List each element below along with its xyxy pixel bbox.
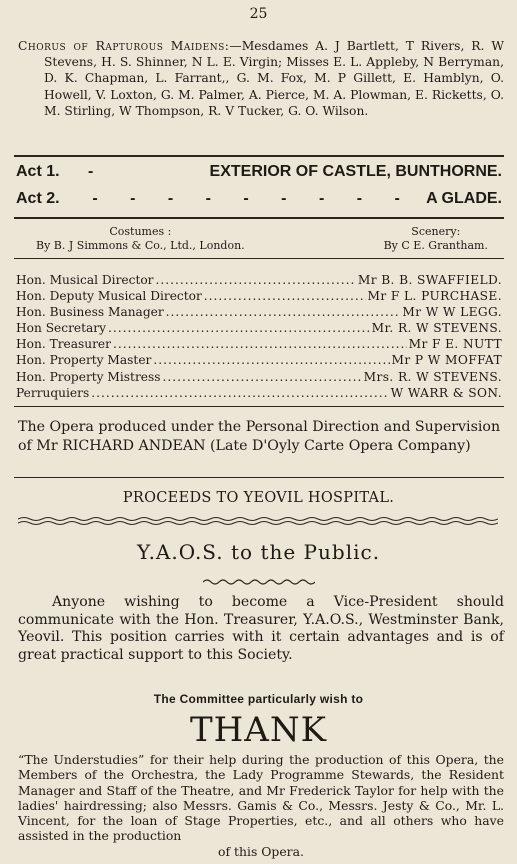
dot-leader <box>204 288 366 304</box>
officer-role: Hon. Property Master <box>16 353 152 368</box>
divider <box>14 155 504 157</box>
officer-name: Mr. R. W STEVENS. <box>371 321 502 336</box>
acknowledgements-last-line: of this Opera. <box>218 843 304 859</box>
act-1-label: Act 1. <box>16 163 60 180</box>
acknowledgements-text: “The Understudies” for their help during the production of this Opera, the Members of the Orchestra, the Lady Programme Stewards, the Resident Manager and Staff of the Theatre, and Mr Frederick Taylor for help with the ladies' hairdressing; also Messrs. Gamis & Co., Messrs. Jesty & Co., Mr. L. Vincent, for the loan of Stage Properties, etc., and all others who have assisted in the production <box>18 752 504 844</box>
dot-leader <box>91 385 388 401</box>
ornament-squiggle <box>203 578 315 586</box>
dot-leader <box>113 336 407 352</box>
dot-leader <box>163 369 362 385</box>
page-number: 25 <box>249 6 268 22</box>
committee-line: The Committee particularly wish to <box>153 692 364 706</box>
officer-name: Mr P W MOFFAT <box>391 353 502 368</box>
officer-row <box>16 320 502 336</box>
act-2-row <box>16 190 502 208</box>
officers-list <box>16 272 502 401</box>
scenery-credit <box>384 225 488 253</box>
officer-role: Hon. Treasurer <box>16 337 111 352</box>
officer-name: Mrs. R. W STEVENS. <box>363 369 502 384</box>
act-2-dots: - - - - - - - - - <box>92 190 414 207</box>
act-1-dash: - <box>88 163 94 180</box>
officer-name: Mr F E. NUTT <box>408 337 502 352</box>
officer-row <box>16 272 502 288</box>
officer-name: Mr W W LEGG. <box>402 305 502 320</box>
thank-heading: THANK <box>189 710 328 750</box>
officer-name: Mr F L. PURCHASE. <box>367 289 502 304</box>
officer-role: Hon Secretary <box>16 321 106 336</box>
officer-role: Hon. Deputy Musical Director <box>16 289 202 304</box>
officer-name: W WARR & SON. <box>390 385 502 400</box>
officer-role: Hon. Property Mistress <box>16 369 161 384</box>
production-credit: The Opera produced under the Personal Direction and Supervision of Mr RICHARD ANDEAN (Late D'Oyly Carte Opera Company) <box>18 419 501 454</box>
officer-row <box>16 288 502 304</box>
divider <box>14 406 504 407</box>
costumes-by: By B. J Simmons & Co., Ltd., London. <box>36 239 245 252</box>
costumes-credit <box>36 225 245 253</box>
vice-president-text: Anyone wishing to become a Vice-President should communicate with the Hon. Treasurer, Y.A.O.S., Westminster Bank, Yeovil. This position carries with it certain advantages and is of great practical support to this Society. <box>18 594 504 663</box>
yaos-heading: Y.A.O.S. to the Public. <box>136 540 381 564</box>
officer-name: Mr B. B. SWAFFIELD. <box>357 273 502 287</box>
officer-role: Perruquiers <box>16 385 90 400</box>
officer-role: Hon. Business Manager <box>16 305 164 320</box>
act-1-row <box>16 163 502 181</box>
officer-row <box>16 352 502 368</box>
scenery-by: By C E. Grantham. <box>383 239 488 252</box>
acknowledgements <box>18 752 504 859</box>
divider <box>14 217 504 219</box>
act-1-title: EXTERIOR OF CASTLE, BUNTHORNE. <box>209 163 502 180</box>
dot-leader <box>156 272 356 288</box>
vice-president-notice <box>18 594 504 664</box>
chorus-list <box>18 38 504 119</box>
act-2-label: Act 2. <box>16 190 60 207</box>
officer-row <box>16 369 502 385</box>
officer-role: Hon. Musical Director <box>16 273 154 287</box>
chorus-names: —Mesdames A. J Bartlett, T Rivers, R. W Stevens, H. S. Shinner, N L. E. Virgin; Misses E. L. Appleby, N Berryman, D. K. Chapman, L. Farrant,, G. M. Fox, M. P Gillett, E. Hamblyn, O. Howell, V. Loxton, G. M. Palmer, A. Pierce, M. A. Plowman, E. Ricketts, O. M. Stirling, W Thompson, R. V Tucker, G. O. Wilson. <box>44 39 504 118</box>
costumes-label: Costumes : <box>109 225 172 238</box>
proceeds-line: PROCEEDS TO YEOVIL HOSPITAL. <box>122 490 395 506</box>
officer-row <box>16 385 502 401</box>
officer-row <box>16 304 502 320</box>
act-2-title: A GLADE. <box>426 190 502 207</box>
credits <box>16 225 502 253</box>
dot-leader <box>108 320 370 336</box>
chorus-heading: Chorus of Rapturous Maidens: <box>18 39 230 53</box>
officer-row <box>16 336 502 352</box>
dot-leader <box>166 304 401 320</box>
divider <box>14 258 504 259</box>
scenery-label: Scenery: <box>411 225 461 238</box>
divider <box>14 477 504 478</box>
dot-leader <box>153 352 389 368</box>
wavy-rule <box>18 516 498 526</box>
